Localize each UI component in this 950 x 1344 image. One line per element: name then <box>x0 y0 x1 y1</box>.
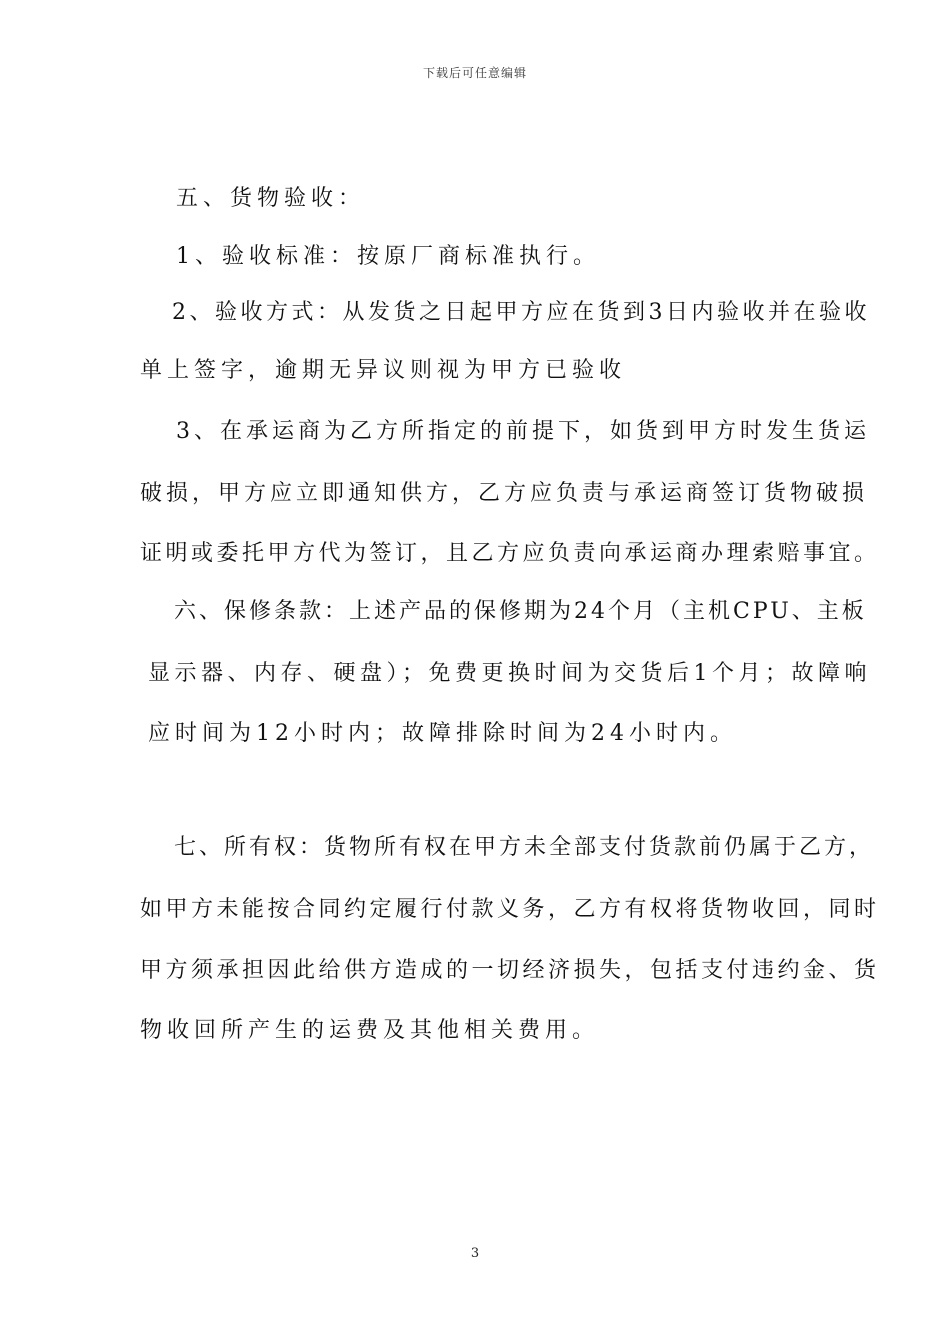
paragraph-line: 物收回所产生的运费及其他相关费用。 <box>140 1018 600 1043</box>
paragraph-line: 甲方须承担因此给供方造成的一切经济损失，包括支付违约金、货 <box>140 958 880 983</box>
page-number: 3 <box>470 1246 480 1261</box>
paragraph-line: 1、验收标准：按原厂商标准执行。 <box>176 244 600 269</box>
page-header: 下载后可任意编辑 <box>422 66 527 80</box>
paragraph-line: 3、在承运商为乙方所指定的前提下，如货到甲方时发生货运 <box>176 419 870 444</box>
paragraph-line: 单上签字，逾期无异议则视为甲方已验收 <box>140 358 627 383</box>
paragraph-line: 显示器、内存、硬盘）；免费更换时间为交货后1个月；故障响 <box>148 661 871 686</box>
section-7-line: 七、所有权：货物所有权在甲方未全部支付货款前仍属于乙方， <box>174 835 875 860</box>
paragraph-line: 应时间为12小时内；故障排除时间为24小时内。 <box>148 721 737 746</box>
paragraph-line: 破损，甲方应立即通知供方，乙方应负责与承运商签订货物破损 <box>140 481 869 506</box>
section-6-line: 六、保修条款：上述产品的保修期为24个月（主机CPU、主板 <box>174 599 867 624</box>
paragraph-line: 如甲方未能按合同约定履行付款义务，乙方有权将货物收回，同时 <box>140 897 880 922</box>
section-5-heading: 五、货物验收： <box>176 186 366 211</box>
paragraph-line: 2、验收方式：从发货之日起甲方应在货到3日内验收并在验收 <box>172 300 870 325</box>
paragraph-line: 证明或委托甲方代为签订，且乙方应负责向承运商办理索赔事宜。 <box>140 541 880 566</box>
